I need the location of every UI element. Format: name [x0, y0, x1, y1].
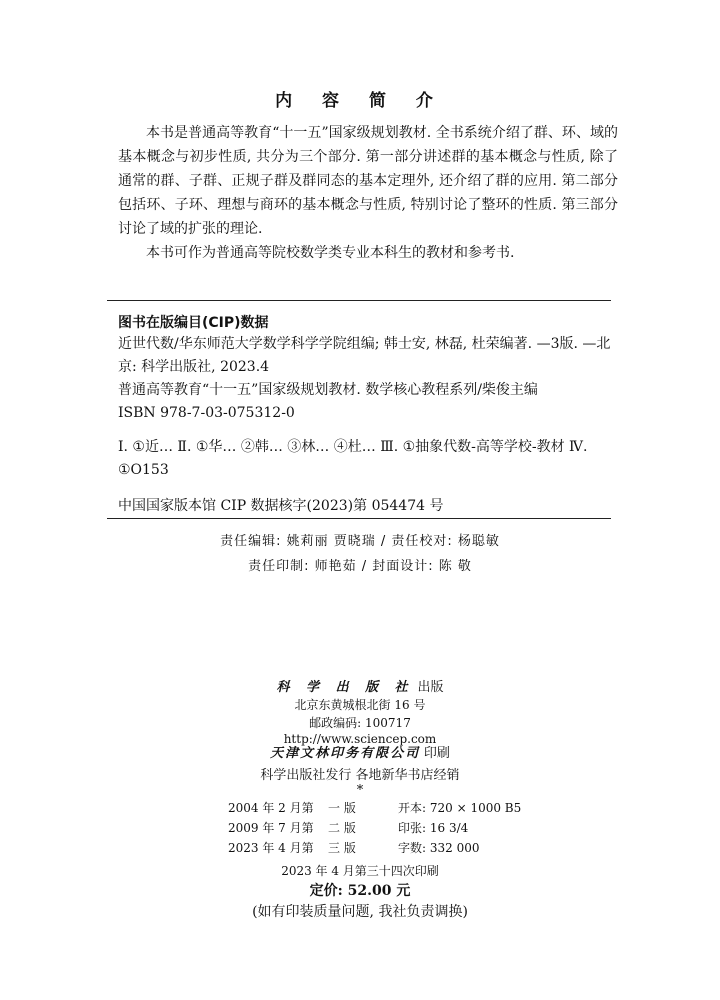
edition-row: [228, 818, 528, 838]
cip-isbn: ISBN 978-7-03-075312-0: [118, 405, 295, 421]
separator-star: *: [356, 783, 364, 798]
publisher-postcode: 邮政编码: 100717: [309, 716, 411, 730]
edition-spec: 字数: 332 000: [398, 841, 480, 855]
cip-bottom-divider: [107, 518, 611, 519]
printer-suffix: 印刷: [423, 746, 450, 761]
edition-row: [228, 798, 528, 818]
edition-number: 二 版: [328, 821, 356, 835]
edition-date: 2004 年 2 月第: [228, 801, 314, 815]
intro-paragraph: 本书可作为普通高等院校数学类专业本科生的教材和参考书.: [146, 245, 515, 261]
cip-top-divider: [107, 300, 611, 301]
publisher-line: [0, 676, 720, 695]
publisher-suffix: 出版: [417, 680, 444, 695]
intro-title: 内 容 简 介: [275, 91, 445, 111]
intro-body: [118, 121, 618, 265]
cip-block: [118, 333, 618, 425]
edition-spec: 开本: 720 × 1000 B5: [398, 801, 522, 815]
intro-paragraph: 本书是普通高等教育“十一五”国家级规划教材. 全书系统介绍了群、环、域的基本概念与初步性质, 共分为三个部分. 第一部分讲述群的基本概念与性质, 除了通常的群、子群、正规子群及群同态的基本定理外, 还介绍了群的应用. 第二部分包括环、子环、理想与商环的基本概念与性质, 特别讨论了整环的性质. 第三部分讨论了域的扩张的理论.: [118, 125, 618, 237]
cip-series-line: 普通高等教育“十一五”国家级规划教材. 数学核心教程系列/柴俊主编: [118, 382, 538, 398]
printer-line: [0, 742, 720, 761]
publisher-url: http://www.sciencep.com: [283, 732, 437, 746]
cip-catalog-line: 近世代数/华东师范大学数学科学学院组编; 韩士安, 林磊, 杜荣编著. —3版. —北京: 科学出版社, 2023.4: [118, 336, 611, 375]
price: 定价: 52.00 元: [309, 883, 411, 899]
printing-count: 2023 年 4 月第三十四次印刷: [281, 864, 439, 878]
edition-spec: 印张: 16 3/4: [398, 821, 469, 835]
publisher-address: 北京东黄城根北街 16 号: [294, 698, 426, 712]
credits-production: 责任印制: 师艳茹 / 封面设计: 陈 敬: [248, 559, 472, 574]
cip-classification: Ⅰ. ①近… Ⅱ. ①华… ②韩… ③林… ④杜… Ⅲ. ①抽象代数-高等学校-教材 Ⅳ. ①O153: [118, 439, 588, 478]
printer-name: 天津文林印务有限公司: [270, 746, 421, 761]
edition-row: [228, 838, 528, 858]
cip-record-number: 中国国家版本馆 CIP 数据核字(2023)第 054474 号: [118, 498, 444, 514]
publisher-name: 科 学 出 版 社: [276, 680, 414, 695]
edition-date: 2009 年 7 月第: [228, 821, 314, 835]
quality-notice: (如有印装质量问题, 我社负责调换): [252, 904, 468, 920]
edition-number: 三 版: [328, 841, 356, 855]
edition-number: 一 版: [328, 801, 356, 815]
edition-table: [228, 798, 528, 858]
edition-date: 2023 年 4 月第: [228, 841, 314, 855]
cip-heading: 图书在版编目(CIP)数据: [118, 315, 269, 331]
credits-editors: 责任编辑: 姚莉丽 贾晓瑞 / 责任校对: 杨聪敏: [220, 534, 500, 549]
distribution-line: 科学出版社发行 各地新华书店经销: [260, 768, 460, 783]
